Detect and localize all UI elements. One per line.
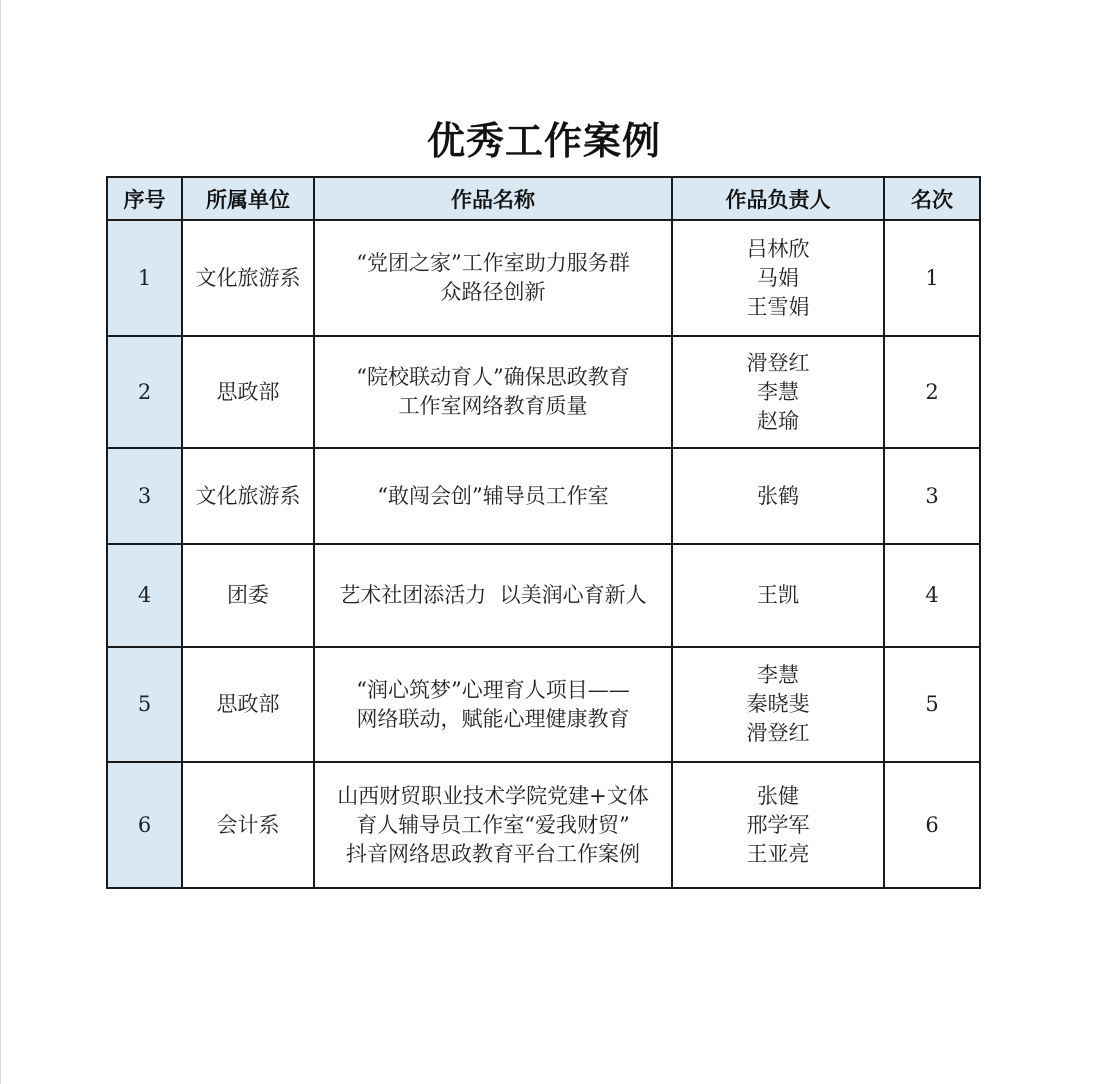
- seq-cell: 3: [107, 448, 182, 544]
- leaders-cell: [672, 448, 884, 544]
- table-row: [107, 220, 980, 336]
- unit-cell: 思政部: [182, 647, 314, 762]
- leader-name: 秦晓斐: [746, 692, 810, 716]
- work-title-line: 网络联动，赋能心理健康教育: [356, 706, 630, 731]
- rank-cell: 5: [884, 647, 980, 762]
- work-title-line: “敢闯会创”辅导员工作室: [377, 483, 609, 508]
- work-title-cell: [314, 544, 672, 647]
- leader-name: 王凯: [757, 583, 799, 607]
- work-title-line: 艺术社团添活力 以美润心育新人: [339, 583, 647, 607]
- table-row: [107, 448, 980, 544]
- header-seq: 序号: [107, 177, 182, 220]
- unit-cell: 团委: [182, 544, 314, 647]
- leader-name: 李慧: [757, 663, 799, 687]
- leader-name: 滑登红: [746, 350, 810, 375]
- work-title-line: “润心筑梦”心理育人项目——: [356, 677, 630, 702]
- table-row: [107, 762, 980, 888]
- table-row: [107, 647, 980, 762]
- unit-cell: 思政部: [182, 336, 314, 448]
- seq-cell: 5: [107, 647, 182, 762]
- work-title-line: 众路径创新: [440, 280, 546, 304]
- leader-name: 王亚亮: [746, 841, 810, 866]
- unit-cell: 会计系: [182, 762, 314, 888]
- leaders-cell: [672, 220, 884, 336]
- rank-cell: 1: [884, 220, 980, 336]
- leader-name: 张鹤: [757, 483, 799, 508]
- page-title: 优秀工作案例: [426, 119, 661, 163]
- work-title-line: 育人辅导员工作室“爱我财贸”: [356, 812, 630, 837]
- leader-name: 张健: [757, 783, 799, 808]
- table-header-row: [107, 177, 980, 220]
- leaders-cell: [672, 647, 884, 762]
- rank-cell: 2: [884, 336, 980, 448]
- leaders-cell: [672, 544, 884, 647]
- cases-table: [106, 176, 981, 889]
- seq-cell: 6: [107, 762, 182, 888]
- seq-cell: 4: [107, 544, 182, 647]
- work-title-cell: [314, 448, 672, 544]
- work-title-line: 抖音网络思政教育平台工作案例: [346, 841, 640, 866]
- leader-name: 王雪娟: [746, 294, 810, 319]
- unit-cell: 文化旅游系: [182, 448, 314, 544]
- work-title-line: “党团之家”工作室助力服务群: [356, 251, 630, 275]
- leaders-cell: [672, 336, 884, 448]
- leader-name: 李慧: [757, 379, 799, 404]
- leaders-cell: [672, 762, 884, 888]
- work-title-cell: [314, 336, 672, 448]
- work-title-cell: [314, 647, 672, 762]
- rank-cell: 3: [884, 448, 980, 544]
- header-rank: 名次: [884, 177, 980, 220]
- leader-name: 吕林欣: [746, 236, 810, 261]
- header-work-title: 作品名称: [314, 177, 672, 220]
- work-title-line: 工作室网络教育质量: [398, 394, 588, 418]
- work-title-cell: [314, 220, 672, 336]
- seq-cell: 1: [107, 220, 182, 336]
- rank-cell: 4: [884, 544, 980, 647]
- leader-name: 滑登红: [746, 721, 810, 745]
- leader-name: 马娟: [757, 265, 799, 290]
- work-title-line: 山西财贸职业技术学院党建+文体: [337, 783, 649, 808]
- work-title-cell: [314, 762, 672, 888]
- table-row: [107, 544, 980, 647]
- seq-cell: 2: [107, 336, 182, 448]
- header-unit: 所属单位: [182, 177, 314, 220]
- unit-cell: 文化旅游系: [182, 220, 314, 336]
- leader-name: 赵瑜: [757, 408, 799, 433]
- rank-cell: 6: [884, 762, 980, 888]
- leader-name: 邢学军: [746, 812, 810, 837]
- table-row: [107, 336, 980, 448]
- work-title-line: “院校联动育人”确保思政教育: [356, 365, 630, 389]
- header-leaders: 作品负责人: [672, 177, 884, 220]
